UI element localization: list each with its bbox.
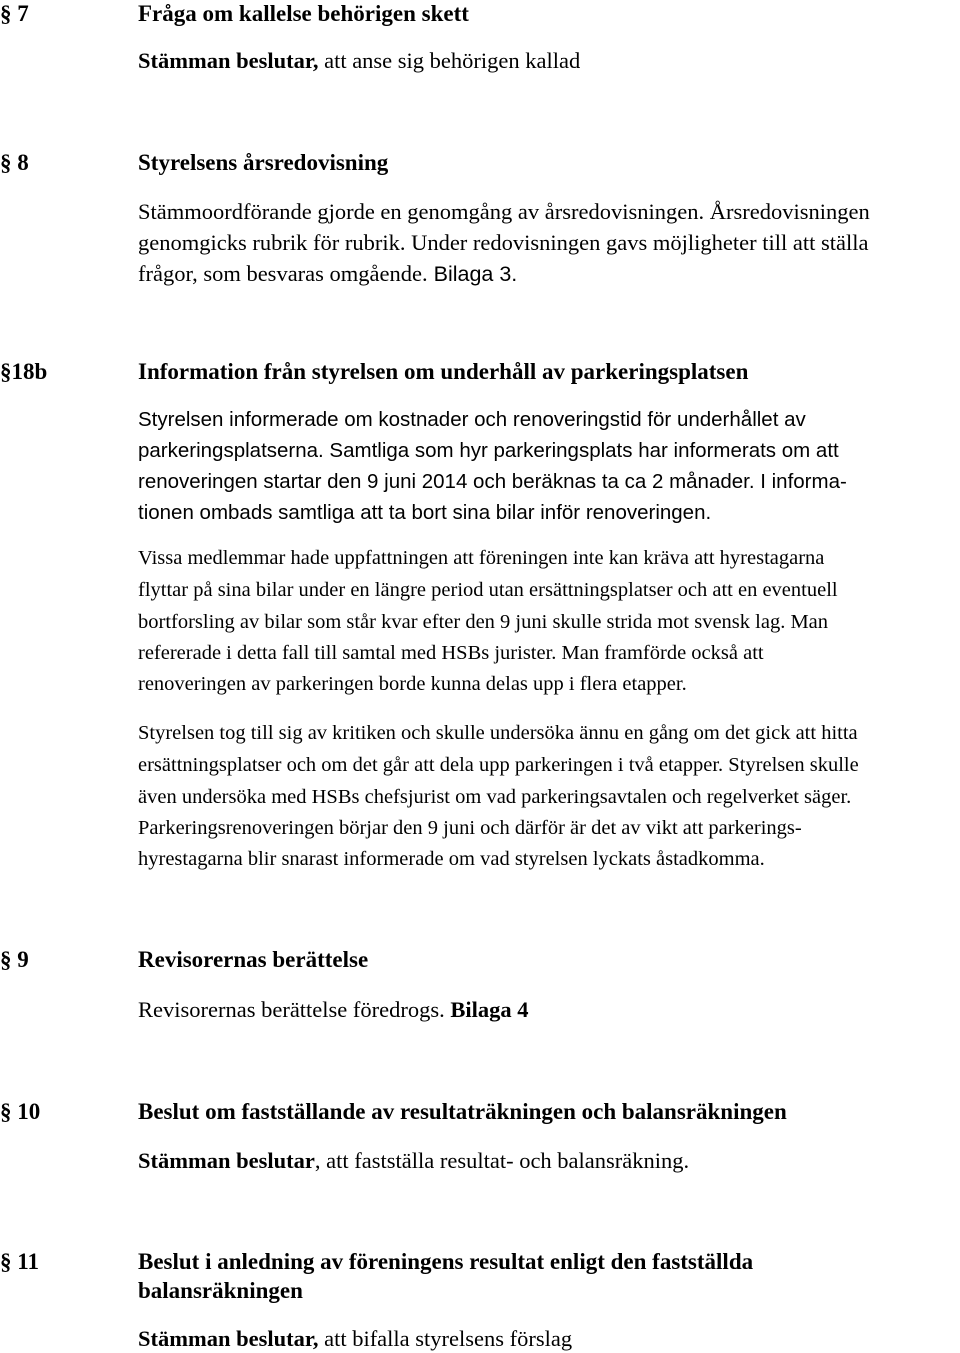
section-9-title: Revisorernas berättelse [138,947,369,972]
section-8-line-2: genomgicks rubrik för rubrik. Under redovisningen gavs möjligheter till att ställa [138,230,869,255]
section-10-title: Beslut om fastställande av resultaträkningen och balansräkningen [138,1099,787,1124]
section-18b-title: Information från styrelsen om underhåll av parkeringsplatsen [138,359,749,384]
section-18b-para1-line-4: tionen ombads samtliga att ta bort sina bilar inför renoveringen. [138,501,712,524]
section-11-decision [138,1328,572,1351]
section-9-number: § 9 [0,947,29,972]
section-18b-para3-line-2: ersättningsplatser och om det går att dela upp parkeringen i två etapper. Styrelsen skulle [138,754,859,776]
section-18b-para3-line-1: Styrelsen tog till sig av kritiken och skulle undersöka ännu en gång om det gick att hitta [138,722,858,744]
section-18b-para1-line-1: Styrelsen informerade om kostnader och renoveringstid för underhållet av [138,408,806,431]
section-18b-para2-line-1: Vissa medlemmar hade uppfattningen att föreningen inte kan kräva att hyrestagarna [138,547,825,569]
decision-label: Stämman beslutar, [138,48,319,73]
decision-text: att bifalla styrelsens förslag [318,1326,573,1351]
section-10-decision [138,1150,689,1173]
section-18b-para3-line-4: Parkeringsrenoveringen börjar den 9 juni och därför är det av vikt att parkerings- [138,817,802,839]
decision-text: att anse sig behörigen kallad [318,48,581,73]
section-11-title-line-1: Beslut i anledning av föreningens resultat enligt den fastställda [138,1249,754,1274]
section-7-decision [138,50,580,73]
decision-label: Stämman beslutar, [138,1326,319,1351]
section-11-title-line-2: balansräkningen [138,1278,303,1303]
section-18b-para2-line-4: refererade i detta fall till samtal med HSBs jurister. Man framförde också att [138,642,764,664]
section-18b-para1-line-2: parkeringsplatserna. Samtliga som hyr parkeringsplats har informerats om att [138,439,839,462]
section-11-number: § 11 [0,1249,39,1274]
decision-label: Stämman beslutar [138,1148,315,1173]
section-8-line-3: frågor, som besvaras omgående. Bilaga 3. [138,261,518,286]
section-8-number: § 8 [0,150,29,175]
section-18b-number: §18b [0,359,48,384]
section-8-line-1: Stämmoordförande gjorde en genomgång av årsredovisningen. Årsredovisningen [138,199,870,224]
attachment-reference: Bilaga 4 [444,997,529,1022]
decision-text: , att fastställa resultat- och balansräkning. [314,1148,690,1173]
section-7-number: § 7 [0,1,29,26]
section-18b-para2-line-3: bortforsling av bilar som står kvar efter den 9 juni skulle strida mot svensk lag. Man [138,611,829,633]
section-10-number: § 10 [0,1099,41,1124]
section-18b-para2-line-2: flyttar på sina bilar under en längre period utan ersättningsplatser och att en eventuell [138,579,838,601]
section-9-text: Revisorernas berättelse föredrogs. Bilaga 4 [138,997,529,1022]
attachment-reference: Bilaga 3. [427,262,518,286]
section-8-title: Styrelsens årsredovisning [138,150,389,175]
section-18b-para1-line-3: renoveringen startar den 9 juni 2014 och beräknas ta ca 2 månader. I informa- [138,470,847,493]
section-18b-para2-line-5: renoveringen av parkeringen borde kunna delas upp i flera etapper. [138,673,687,695]
section-18b-para3-line-3: även undersöka med HSBs chefsjurist om vad parkeringsavtalen och regelverket säger. [138,786,852,808]
section-18b-para3-line-5: hyrestagarna blir snarast informerade om vad styrelsen lyckats åstadkomma. [138,848,765,870]
section-7-title: Fråga om kallelse behörigen skett [138,1,469,26]
